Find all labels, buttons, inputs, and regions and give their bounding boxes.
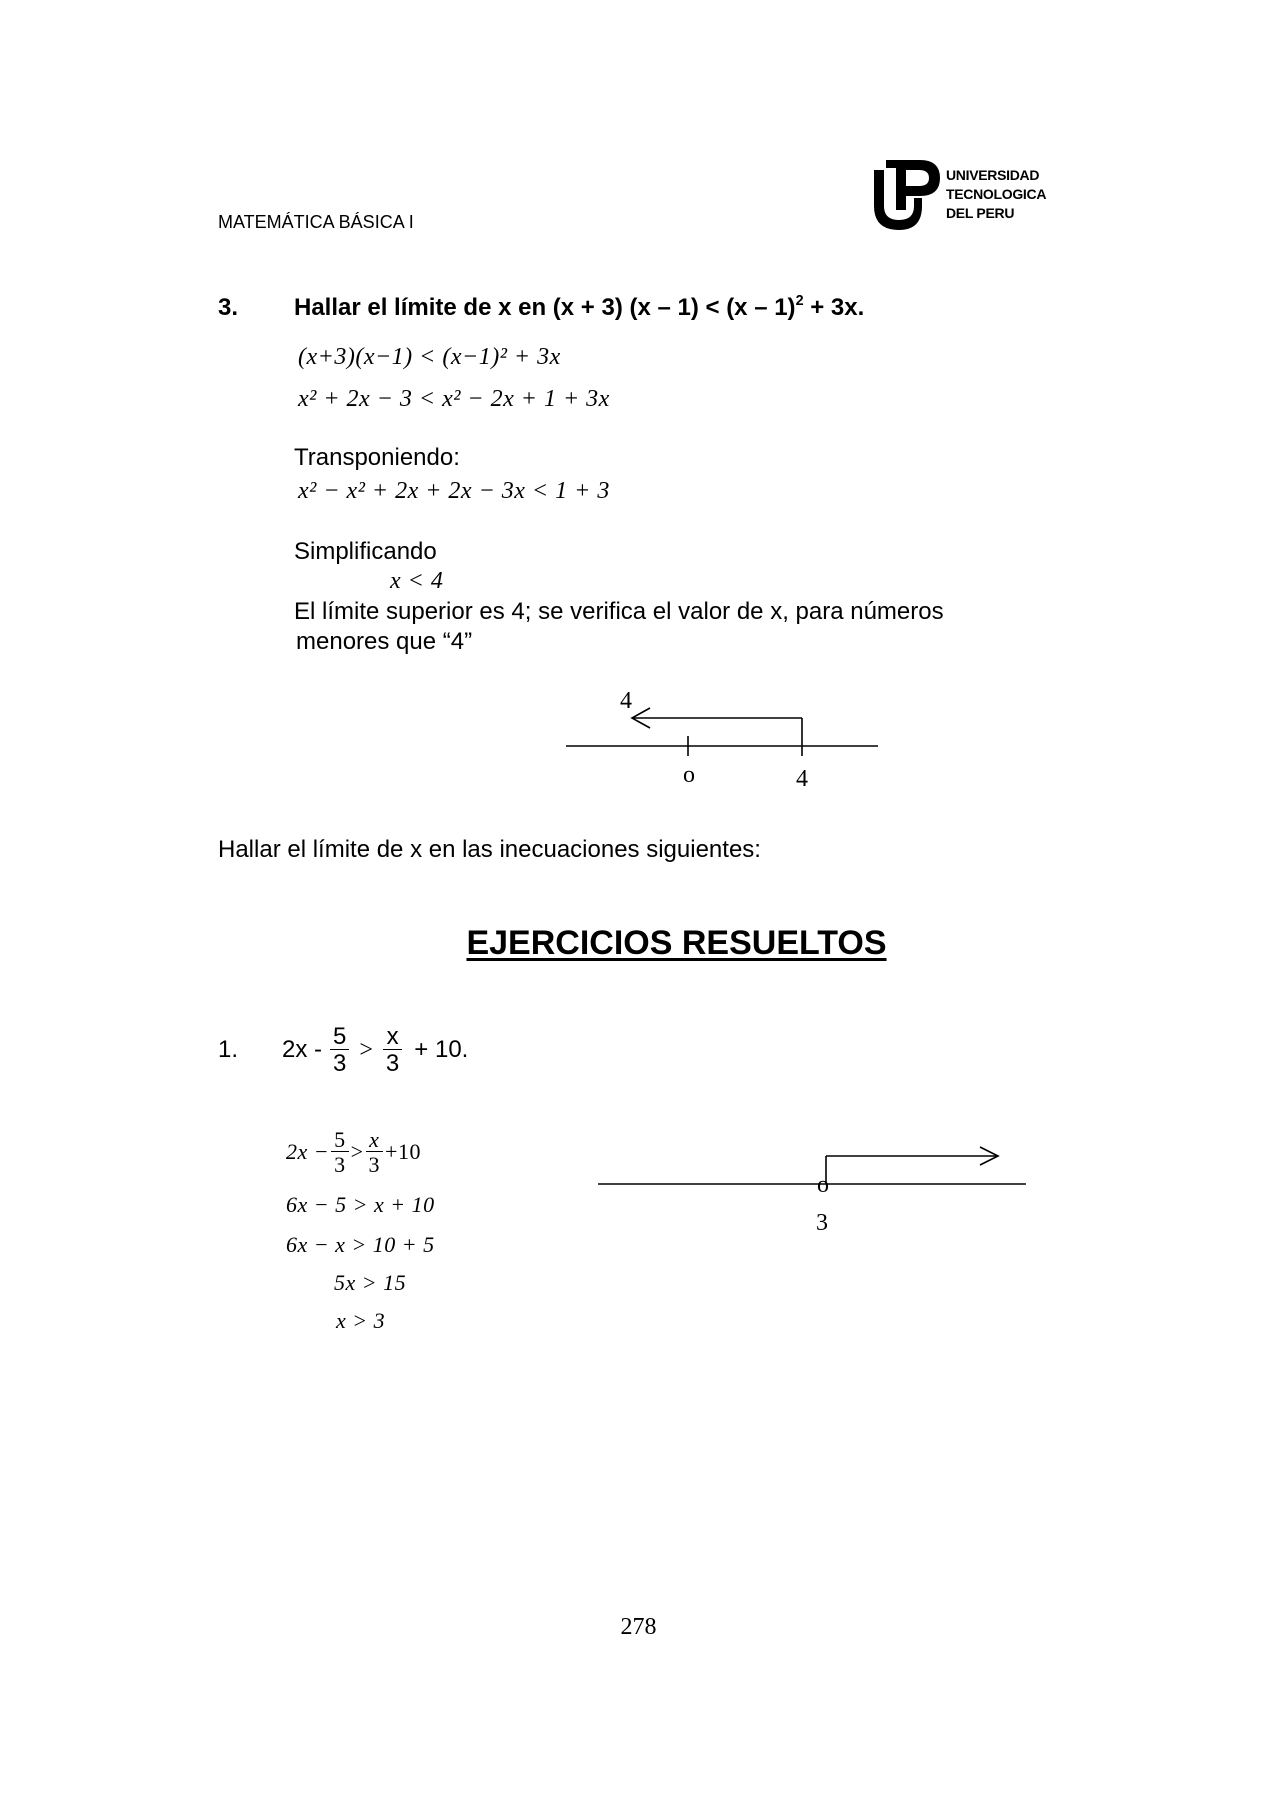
page-number: 278: [620, 1614, 657, 1640]
solution-step-4: 5x > 15: [334, 1270, 407, 1295]
utp-logo-icon: [872, 158, 942, 232]
tick-top-label: o: [817, 1172, 829, 1198]
conclusion-line-1: El límite superior es 4; se verifica el valor de x, para números: [294, 598, 944, 625]
tick-three-label: 3: [816, 1210, 828, 1236]
fraction-x-3: [383, 1022, 402, 1077]
exercise-number: 1.: [218, 1036, 239, 1063]
solution-step-5: x > 3: [336, 1308, 386, 1333]
solution-step-1: [286, 1120, 421, 1184]
conclusion-line-2: menores que “4”: [296, 628, 473, 655]
problem-number: 3.: [218, 294, 239, 321]
university-logo: [872, 158, 1072, 234]
fraction-numerator: 5: [333, 1022, 347, 1050]
sol1-fraction-5-3: [331, 1126, 349, 1177]
fraction-numerator: 5: [334, 1126, 346, 1152]
number-line-1: [560, 680, 880, 790]
instructions: Hallar el límite de x en las inecuaciones siguientes:: [218, 836, 761, 863]
tick-four-label: 4: [796, 766, 808, 790]
fraction-numerator: x: [386, 1022, 399, 1050]
solution-step-2: 6x − 5 > x + 10: [286, 1192, 435, 1217]
exercise-lhs: 2x -: [282, 1036, 323, 1063]
sol1-lhs: 2x −: [286, 1139, 330, 1164]
step-2: x² + 2x − 3 < x² − 2x + 1 + 3x: [298, 386, 610, 412]
step-1: (x+3)(x−1) < (x−1)² + 3x: [298, 344, 561, 370]
statement-tail: + 3x.: [803, 294, 865, 321]
fraction-5-3: [330, 1022, 349, 1077]
exercise-statement: [282, 1012, 468, 1088]
sol1-fraction-x-3: [366, 1126, 384, 1177]
sol1-op: >: [350, 1139, 364, 1164]
fraction-numerator: x: [369, 1126, 380, 1152]
simplificando-label: Simplificando: [294, 538, 437, 565]
step-3: x² − x² + 2x + 2x − 3x < 1 + 3: [298, 478, 610, 504]
solution-step-3: 6x − x > 10 + 5: [286, 1232, 435, 1257]
fraction-denominator: 3: [383, 1049, 402, 1076]
logo-line-3: DEL PERU: [946, 205, 1015, 221]
logo-line-2: TECNOLOGICA: [946, 186, 1047, 202]
fraction-denominator: 3: [366, 1151, 384, 1176]
problem-statement: [294, 294, 864, 322]
greater-than-symbol: >: [359, 1036, 373, 1063]
fraction-denominator: 3: [330, 1049, 349, 1076]
statement-main: Hallar el límite de x en (x + 3) (x – 1) < (x – 1): [294, 294, 796, 321]
exercise-rhs: + 10.: [414, 1036, 469, 1063]
fraction-denominator: 3: [331, 1151, 349, 1176]
section-title: EJERCICIOS RESUELTOS: [466, 924, 887, 962]
statement-exponent: 2: [795, 292, 804, 309]
course-title: MATEMÁTICA BÁSICA I: [218, 212, 414, 232]
transponiendo-label: Transponiendo:: [294, 444, 460, 471]
result: x < 4: [390, 568, 444, 594]
number-line-2: [590, 1130, 1030, 1240]
logo-line-1: UNIVERSIDAD: [946, 167, 1040, 183]
sol1-rhs: +10: [385, 1139, 421, 1164]
tick-zero-label: o: [683, 762, 695, 788]
arrow-label: 4: [620, 688, 632, 714]
